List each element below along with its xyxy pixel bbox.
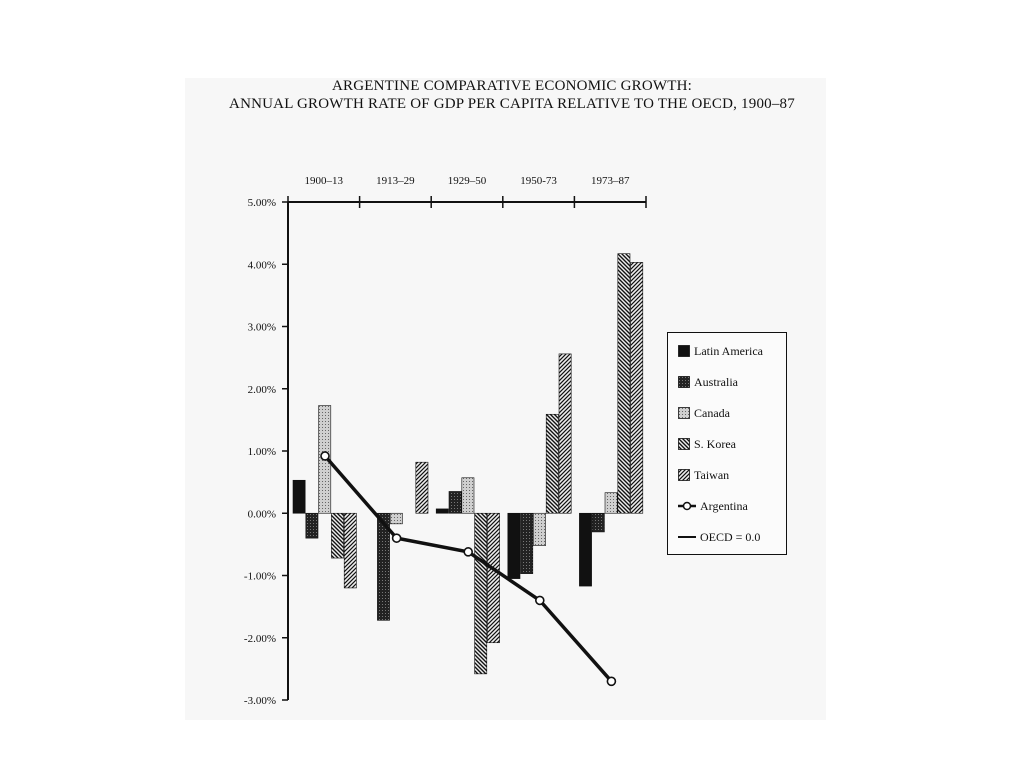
x-period-label: 1900–13 [304, 175, 344, 187]
legend-swatch-fill [679, 346, 690, 357]
legend-label: Canada [694, 405, 730, 420]
bar-australia [521, 513, 533, 573]
y-tick-label: 2.00% [247, 383, 276, 396]
legend-swatch [678, 345, 690, 357]
legend-label: Australia [694, 374, 738, 389]
argentina-point [464, 548, 472, 556]
argentina-point [536, 596, 544, 604]
chart-subtitle: ANNUAL GROWTH RATE OF GDP PER CAPITA RELATIVE TO THE OECD, 1900–87 [229, 96, 795, 112]
bar-latin-america [293, 480, 305, 513]
legend-marker [684, 503, 691, 510]
legend-swatch [678, 438, 690, 450]
legend-item [678, 436, 736, 452]
y-tick-label: 5.00% [247, 197, 276, 209]
legend-item [678, 529, 760, 545]
argentina-point [321, 452, 329, 460]
legend-swatch [678, 531, 696, 543]
legend-label: S. Korea [694, 436, 736, 451]
bar-australia [306, 513, 318, 538]
y-tick-label: 1.00% [247, 446, 276, 458]
legend-swatch-fill [679, 439, 690, 450]
bar-taiwan [416, 462, 428, 513]
y-tick-label: 3.00% [247, 321, 276, 334]
bar-canada [605, 493, 617, 514]
legend-label: Taiwan [694, 467, 730, 482]
legend-item [678, 467, 729, 483]
bar-s-korea [331, 513, 343, 558]
bar-australia [449, 491, 461, 513]
legend-label: Argentina [700, 498, 748, 513]
legend-swatch [678, 376, 690, 388]
bar-latin-america [579, 513, 591, 586]
bar-s-korea [618, 254, 630, 514]
bar-taiwan [344, 513, 356, 588]
y-tick-label: -2.00% [243, 632, 276, 645]
bar-taiwan [559, 354, 571, 513]
legend-swatch [678, 407, 690, 419]
bar-canada [390, 513, 402, 524]
legend-swatch-fill [679, 377, 690, 388]
legend-item [678, 498, 748, 514]
bar-latin-america [436, 509, 448, 513]
x-period-label: 1929–50 [447, 175, 487, 187]
y-tick-label: 0.00% [247, 508, 276, 521]
bar-latin-america [508, 513, 520, 578]
bar-s-korea [475, 513, 487, 674]
argentina-point [607, 677, 615, 685]
x-period-label: 1913–29 [376, 175, 415, 187]
bar-australia [592, 513, 604, 532]
legend [667, 332, 787, 555]
legend-item [678, 343, 763, 359]
argentina-point [393, 534, 401, 542]
legend-item [678, 405, 730, 421]
bar-canada [462, 478, 474, 513]
legend-item [678, 374, 738, 390]
x-period-label: 1950-73 [520, 175, 557, 187]
y-tick-label: 4.00% [247, 259, 276, 272]
legend-swatch [678, 469, 690, 481]
legend-swatch-fill [679, 470, 690, 481]
y-tick-label: -3.00% [243, 695, 276, 707]
legend-label: Latin America [694, 343, 763, 358]
legend-label: OECD = 0.0 [700, 529, 761, 544]
chart-title: ARGENTINE COMPARATIVE ECONOMIC GROWTH: [332, 78, 692, 94]
legend-swatch-fill [679, 408, 690, 419]
x-period-label: 1973–87 [590, 175, 630, 187]
bar-taiwan [487, 513, 499, 642]
y-tick-label: -1.00% [243, 570, 276, 583]
legend-swatch [678, 500, 696, 512]
bar-canada [533, 513, 545, 545]
bar-taiwan [631, 262, 643, 513]
bar-s-korea [546, 414, 558, 513]
